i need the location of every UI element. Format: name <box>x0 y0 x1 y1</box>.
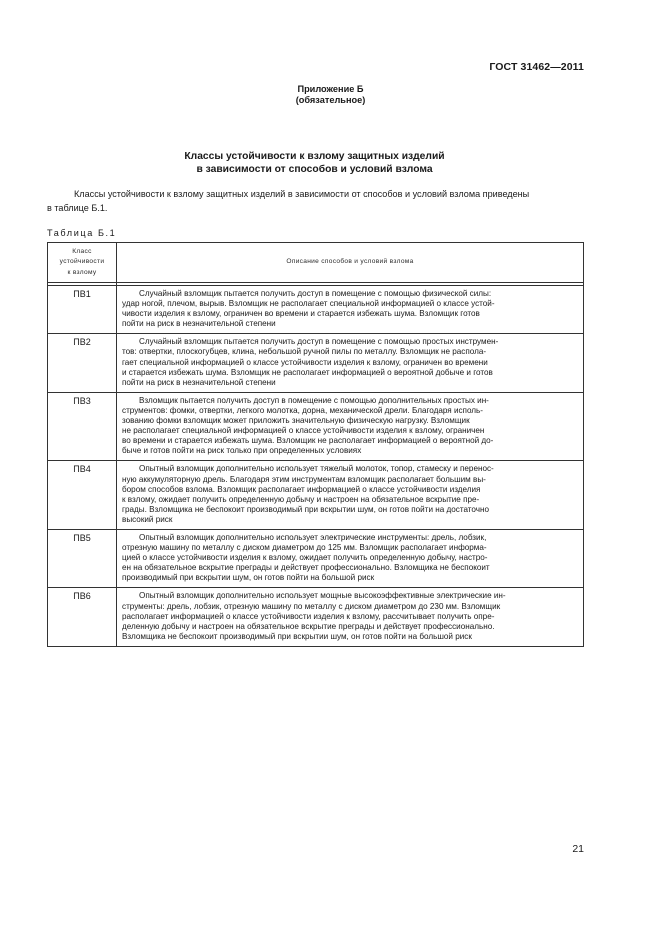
description-cell <box>117 588 584 646</box>
resistance-class-cell: ПВ2 <box>48 334 117 392</box>
description-line: отрезную машину по металлу с диском диаметром до 125 мм. Взломщик располагает информа- <box>122 543 487 553</box>
description-line: производимый при вскрытии шум, он готов пойти на большой риск <box>122 573 375 583</box>
table-header-row <box>48 243 584 283</box>
appendix-heading <box>0 84 661 106</box>
document-title-line-2: в зависимости от способов и условий взлома <box>196 164 433 175</box>
header-class-line-1: Класс <box>72 247 92 255</box>
resistance-class-cell: ПВ4 <box>48 461 117 530</box>
description-cell <box>117 461 584 530</box>
table-row <box>48 286 584 334</box>
description-line: деленную добычу и настроен на обязательное вскрытие преграды и действует профессионально. <box>122 621 495 631</box>
description-line: Опытный взломщик дополнительно использует тяжелый молоток, топор, стамеску и перенос- <box>139 464 494 474</box>
resistance-classes-table <box>47 242 584 647</box>
document-title-line-1: Классы устойчивости к взлому защитных изделий <box>184 151 445 162</box>
description-line: струментов: фомки, отвертки, легкого молотка, дорна, механической дрели. Благодаря исполь- <box>122 405 483 415</box>
intro-line-2: в таблице Б.1. <box>47 203 108 213</box>
appendix-title: Приложение Б <box>297 84 364 94</box>
description-line: во времени и старается избежать шума. Взломщик не располагает информацией о вероятной до- <box>122 436 494 446</box>
resistance-class-cell: ПВ6 <box>48 588 117 646</box>
document-title <box>0 150 629 176</box>
description-line: цией о классе устойчивости изделия к взлому, ожидает получить определенную добычу, настро- <box>122 553 488 563</box>
resistance-class-cell: ПВ5 <box>48 529 117 587</box>
description-cell <box>117 334 584 392</box>
description-line: Опытный взломщик дополнительно использует электрические инструменты: дрель, лобзик, <box>139 532 487 542</box>
description-line: не располагает специальной информацией о классе устойчивости изделия к взлому, ограничен <box>122 426 485 436</box>
description-line: пойти на риск в незначительной степени <box>122 377 276 387</box>
standard-code: ГОСТ 31462—2011 <box>489 61 584 73</box>
description-line: Опытный взломщик дополнительно использует мощные высокоэффективные электрические ин- <box>139 591 506 601</box>
description-cell <box>117 529 584 587</box>
description-line: бором способов взлома. Взломщик располагает информацией о классе устойчивости изделия <box>122 484 481 494</box>
header-class-line-3: к взлому <box>67 268 97 276</box>
description-line: и старается избежать шума. Взломщик не располагает информацией о вероятной добыче и готов <box>122 367 493 377</box>
description-line: Взломщика не беспокоит производимый при вскрытии шум, он готов пойти на большой риск <box>122 631 472 641</box>
description-line: чивости изделия к взлому, ограничен во времени и старается избежать шума. Взломщик готов <box>122 309 480 319</box>
description-line: высокий риск <box>122 514 173 524</box>
table-row <box>48 529 584 587</box>
description-line: тов: отвертки, плоскогубцев, клина, небольшой ручной пилы по металлу. Взломщик не распола- <box>122 347 487 357</box>
description-line: Случайный взломщик пытается получить доступ в помещение с помощью физической силы: <box>139 289 492 298</box>
description-line: ен на обязательное вскрытие преграды и действует профессионально. Взломщика не беспокоит <box>122 563 490 573</box>
table-label: Таблица Б.1 <box>47 228 117 238</box>
description-line: удар ногой, плечом, вырыв. Взломщик не располагает специальной информацией о классе устой- <box>122 299 495 309</box>
description-line: Случайный взломщик пытается получить доступ в помещение с помощью простых инструмен- <box>139 337 499 347</box>
description-line: располагает информацией о классе устойчивости изделия к взлому, рассчитывает получить опре- <box>122 611 495 621</box>
table-row <box>48 334 584 392</box>
description-line: быче и готов пойти на риск только при определенных условиях <box>122 446 362 456</box>
description-line: зованию фомки взломщик может приложить значительную физическую нагрузку. Взломщик <box>122 416 470 426</box>
description-cell <box>117 392 584 461</box>
table-row <box>48 588 584 646</box>
appendix-subtitle: (обязательное) <box>295 95 366 105</box>
resistance-class-cell: ПВ3 <box>48 392 117 461</box>
description-cell <box>117 286 584 334</box>
intro-line-1: Классы устойчивости к взлому защитных изделий в зависимости от способов и условий взлома приведены <box>74 189 530 199</box>
description-line: к взлому, ожидает получить определенную добычу и настроен на обязательное вскрытие пре- <box>122 494 480 504</box>
description-line: грады. Взломщика не беспокоит производимый при вскрытии шум, он готов пойти на достаточно <box>122 504 490 514</box>
header-class-column <box>48 243 117 283</box>
page-number: 21 <box>572 843 584 855</box>
table-row <box>48 392 584 461</box>
description-line: ную аккумуляторную дрель. Благодаря этим инструментам взломщик располагает большим вы- <box>122 474 486 484</box>
intro-paragraph <box>47 187 584 215</box>
resistance-class-cell: ПВ1 <box>48 286 117 334</box>
header-description-column: Описание способов и условий взлома <box>117 243 584 283</box>
description-line: пойти на риск в незначительной степени <box>122 319 276 329</box>
description-line: Взломщик пытается получить доступ в помещение с помощью дополнительных простых ин- <box>139 395 489 405</box>
description-line: струменты: дрель, лобзик, отрезную машину по металлу с диском диаметром до 230 мм. Взломщик <box>122 601 501 611</box>
header-class-line-2: устойчивости <box>59 258 105 266</box>
table-row <box>48 461 584 530</box>
description-line: гает специальной информацией о классе устойчивости изделия к взлому, ограничен во времени <box>122 357 488 367</box>
